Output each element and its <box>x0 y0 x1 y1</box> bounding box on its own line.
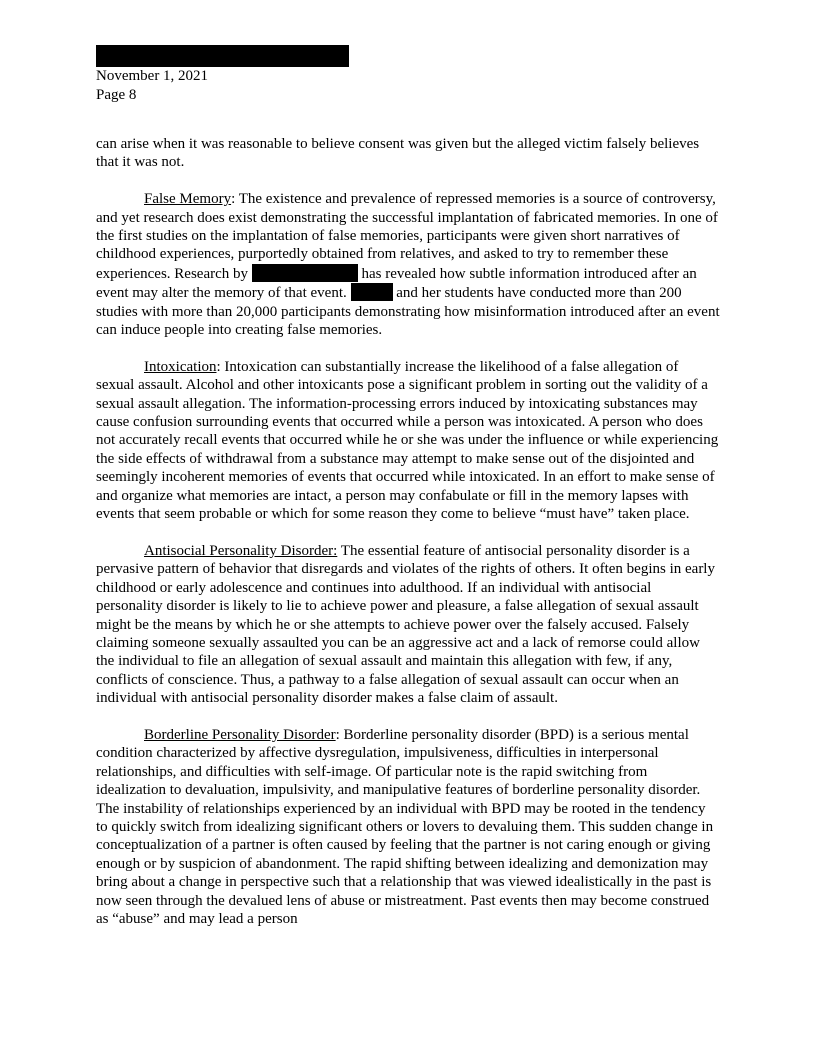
paragraph-intro: can arise when it was reasonable to believe consent was given but the alleged victim falsely believes that it was not. <box>96 136 700 171</box>
redacted-researcher-surname <box>351 283 393 301</box>
redacted-researcher-name <box>252 264 358 282</box>
paragraph-intoxication <box>96 358 720 524</box>
false-memory-text-2: has revealed how subtle information introduced after an event may alter the memory of that event. <box>96 265 697 302</box>
heading-false-memory: False Memory <box>144 191 232 208</box>
borderline-text: : Borderline personality disorder (BPD) is a serious mental condition characterized by affective dysregulation, impulsiveness, difficulties in interpersonal relationships, and difficulties with self-image. Of particular note is the rapid switching from idealization to devaluation, impulsivity, and manipulative features of borderline personality disorder. The instability of relationships experienced by an individual with BPD may be rooted in the tendency to quickly switch from idealizing significant others or lovers to devaluing them. This sudden change in conceptualization of a partner is often caused by feeling that the partner is not caring enough or giving enough or by suspicion of abandonment. The rapid shifting between idealizing and demonization may bring about a change in perspective such that a relationship that was viewed idealistically in the past is now seen through the devalued lens of abuse or mistreatment. Past events then may become construed as “abuse” and may lead a person <box>96 726 714 927</box>
false-memory-text-3: and her students have conducted more than 200 studies with more than 20,000 participants demonstrating how misinformation introduced after an event can induce people into creating false memories. <box>96 285 720 339</box>
paragraph-antisocial <box>96 542 720 708</box>
body-text <box>96 135 720 947</box>
header-page-number: Page 8 <box>96 86 137 103</box>
redacted-recipient-block <box>96 45 349 67</box>
paragraph-borderline <box>96 726 720 928</box>
intoxication-text: : Intoxication can substantially increase the likelihood of a false allegation of sexual assault. Alcohol and other intoxicants pose a significant problem in sorting out the validity of a sexual assault allegation. The information-processing errors induced by intoxicating substances may cause confusion surrounding events that occurred while a person was intoxicated. A person who does not accurately recall events that occurred while he or she was under the influence or while experiencing the side effects of withdrawal from a substance may attempt to make sense out of the disjointed and seemingly incoherent memories of events that occurred while intoxicated. In an effort to make sense of and organize what memories are intact, a person may confabulate or fill in the memory lapses with events that seem probable or which for some reason they come to believe “must have” taken place. <box>96 358 719 523</box>
letter-header <box>96 45 349 104</box>
antisocial-text: The essential feature of antisocial personality disorder is a pervasive pattern of behavior that disregards and violates of the rights of others. It often begins in early childhood or early adolescence and continues into adulthood. If an individual with antisocial personality disorder is likely to lie to achieve power and pleasure, a false allegation of sexual assault might be the means by which he or she attempts to achieve power over the falsely accused. Falsely claiming someone sexually assaulted you can be an aggressive act and a lack of remorse could allow the individual to file an allegation of sexual assault and maintain this allegation with few, if any, conflicts of conscience. Thus, a pathway to a false allegation of sexual assault can occur when an individual with antisocial personality disorder makes a false claim of assault. <box>96 542 715 707</box>
false-memory-text-1: : The existence and prevalence of repressed memories is a source of controversy, and yet research does exist demonstrating the successful implantation of fabricated memories. In one of the first studies on the implantation of false memories, participants were given short narratives of childhood experiences, purportedly obtained from relatives, and asked to try to remember these experiences. Research by <box>96 191 718 282</box>
heading-antisocial: Antisocial Personality Disorder: <box>144 542 338 559</box>
heading-intoxication: Intoxication <box>144 358 217 375</box>
heading-borderline: Borderline Personality Disorder <box>144 726 336 743</box>
header-date: November 1, 2021 <box>96 68 209 84</box>
paragraph-false-memory <box>96 190 720 339</box>
